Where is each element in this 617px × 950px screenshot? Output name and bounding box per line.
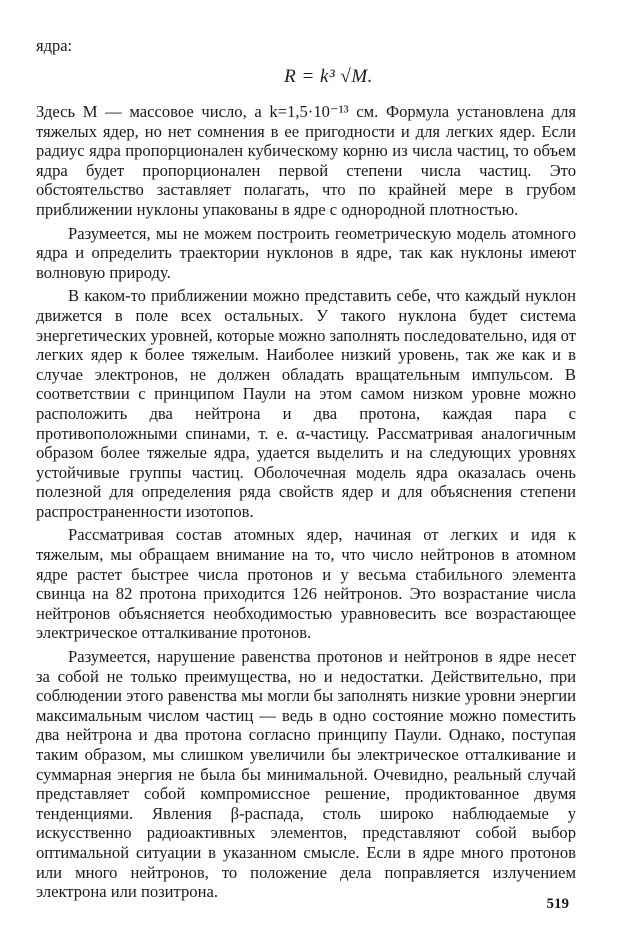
page-number: 519 — [546, 896, 569, 912]
paragraph-3: В каком-то приближении можно представить себе, что каждый нуклон движется в поле всех остальных. У такого нуклона будет система энергетических уровней, которые можно заполнять последовательно, идя от легких ядер к более тяжелым. Наиболее низкий уровень, так же как и в случае электронов, не должен обладать вращательным импульсом. В соответствии с принципом Паули на этом самом низком уровне можно расположить два нейтрона и два протона, каждая пара с противоположными спинами, т. е. α-частицу. Рассматривая аналогичным образом более тяжелые ядра, удается выделить и на следующих уровнях устойчивые группы частиц. Оболочечная модель ядра оказалась очень полезной для определения ряда свойств ядер и для объяснения степени распространенности изотопов. — [36, 286, 577, 521]
paragraph-2: Разумеется, мы не можем построить геометрическую модель атомного ядра и определить траектории нуклонов в ядре, так как нуклоны имеют волновую природу. — [36, 223, 576, 282]
body-text — [36, 102, 576, 906]
radius-formula: R = k³ √M. — [284, 66, 373, 87]
lead-line: ядра: — [36, 36, 73, 55]
paragraph-4: Рассматривая состав атомных ядер, начиная от легких и идя к тяжелым, мы обращаем внимание на то, что число нейтронов в атомном ядре растет быстрее числа протонов и у весьма стабильного элемента свинца на 82 протона приходится 126 нейтронов. Это возрастание числа нейтронов объясняется необходимостью уравновесить все возрастающее электрическое отталкивание протонов. — [36, 525, 576, 643]
paragraph-1: Здесь M — массовое число, а k=1,5·10⁻¹³ см. Формула установлена для тяжелых ядер, но нет сомнения в ее пригодности и для легких ядер. Если радиус ядра пропорционален кубическому корню из числа частиц, то объем ядра будет пропорционален первой степени числа частиц. Это обстоятельство заставляет полагать, что по крайней мере в грубом приближении нуклоны упакованы в ядре с однородной плотностью. — [36, 102, 576, 219]
paragraph-5: Разумеется, нарушение равенства протонов и нейтронов в ядре несет за собой не только преимущества, но и недостатки. Действительно, при соблюдении этого равенства мы могли бы заполнять низкие уровни энергии максимальным числом частиц — ведь в одно состояние можно поместить два нейтрона и два протона согласно принципу Паули. Однако, поступая таким образом, мы слишком увеличили бы электрическое отталкивание и суммарная энергия не была бы минимальной. Очевидно, реальный случай представляет собой компромиссное решение, продиктованное двумя тенденциями. Явления β-распада, столь широко наблюдаемые у искусственно радиоактивных элементов, представляют собой выбор оптимальной ситуации в указанном смысле. Если в ядре много протонов или много нейтронов, то положение дела поправляется излучением электрона или позитрона. — [36, 647, 576, 902]
